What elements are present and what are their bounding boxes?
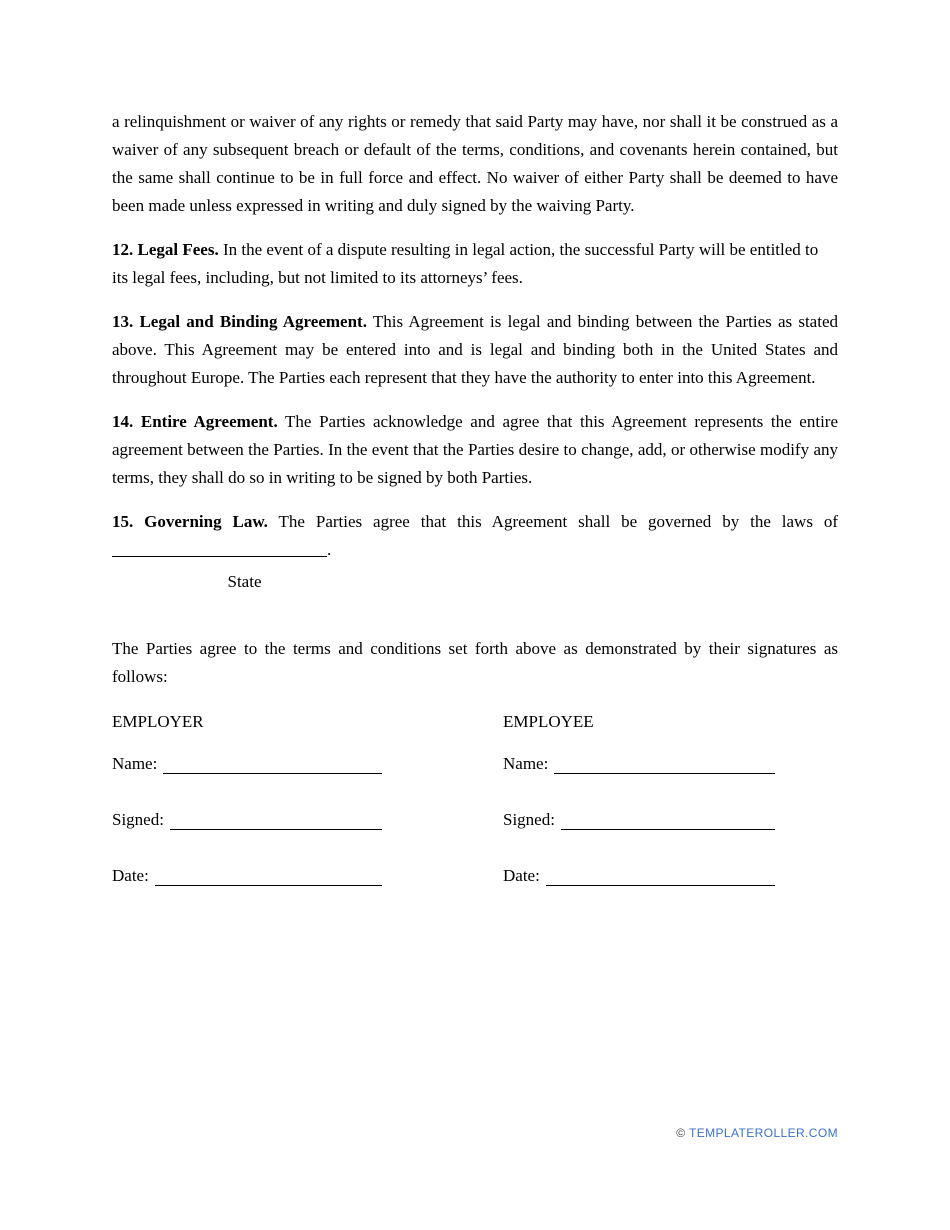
employer-signed-line	[170, 806, 382, 830]
section-15-period: .	[327, 540, 332, 559]
section-14-text: The Parties acknowledge and agree that this Agreement represents the entire agreement between the Parties. In the event that the Parties desire to change, add, or otherwise modify any terms, they shall do so in writing to be signed by both Parties.	[112, 412, 838, 487]
closing-paragraph: The Parties agree to the terms and conditions set forth above as demonstrated by their signatures as follows:	[112, 639, 838, 686]
section-14-heading: 14. Entire Agreement.	[112, 412, 278, 431]
employee-signed-label: Signed:	[503, 810, 555, 829]
footer-link-text: TEMPLATEROLLER.COM	[688, 1126, 838, 1140]
paragraph-waiver-continuation: a relinquishment or waiver of any rights or remedy that said Party may have, nor shall it be construed as a waiver of any subsequent breach or default of the terms, conditions, and covenants herein contained, but the same shall continue to be in full force and effect. No waiver of either Party shall be deemed to have been made unless expressed in writing and duly signed by the waiving Party.	[112, 112, 838, 215]
section-14-entire-agreement	[112, 408, 838, 492]
section-12-text: In the event of a dispute resulting in legal action, the successful Party will be entitled to its legal fees, including, but not limited to its attorneys’ fees.	[112, 240, 819, 287]
employer-signed-row	[112, 806, 382, 834]
employee-name-label: Name:	[503, 754, 549, 773]
copyright-symbol: ©	[676, 1126, 686, 1140]
employer-name-label: Name:	[112, 754, 158, 773]
employee-signed-line	[561, 806, 775, 830]
employee-date-line	[546, 862, 775, 886]
templateroller-link[interactable]	[676, 1126, 838, 1140]
employer-date-line	[155, 862, 382, 886]
governing-law-state-blank	[112, 556, 327, 557]
section-13-text: This Agreement is legal and binding between the Parties as stated above. This Agreement may be entered into and is legal and binding both in the United States and throughout Europe. The Parties each represent that they have the authority to enter into this Agreement.	[112, 312, 838, 387]
employee-name-row	[503, 750, 775, 778]
section-15-heading: 15. Governing Law.	[112, 512, 268, 531]
employer-heading: EMPLOYER	[112, 712, 204, 731]
section-15-text: The Parties agree that this Agreement shall be governed by the laws of	[278, 512, 838, 531]
employer-signature-column	[112, 708, 382, 918]
signature-block	[112, 708, 838, 918]
document-body	[112, 108, 838, 918]
section-12-heading: 12. Legal Fees.	[112, 240, 219, 259]
section-12-legal-fees	[112, 236, 838, 292]
employee-name-line	[554, 750, 775, 774]
employer-date-row	[112, 862, 382, 890]
employer-name-row	[112, 750, 382, 778]
employee-heading: EMPLOYEE	[503, 712, 594, 731]
employer-date-label: Date:	[112, 866, 149, 885]
employee-date-label: Date:	[503, 866, 540, 885]
section-13-legal-binding-agreement	[112, 308, 838, 392]
governing-law-state-label: State	[227, 572, 262, 591]
employee-signature-column	[503, 708, 775, 918]
employee-date-row	[503, 862, 775, 890]
employee-signed-row	[503, 806, 775, 834]
section-15-governing-law	[112, 508, 838, 564]
section-13-heading: 13. Legal and Binding Agreement.	[112, 312, 367, 331]
employer-name-line	[163, 750, 382, 774]
employer-signed-label: Signed:	[112, 810, 164, 829]
